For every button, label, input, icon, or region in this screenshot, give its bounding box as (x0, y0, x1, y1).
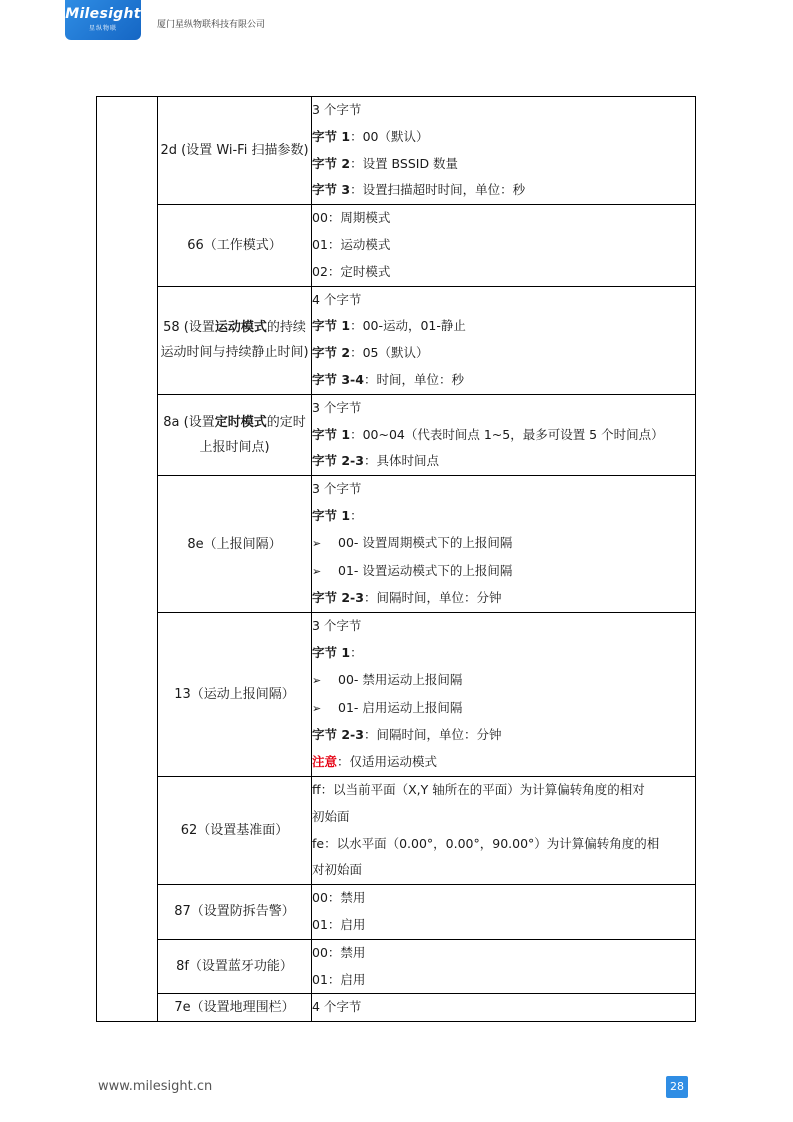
desc-line: fe：以水平面（0.00°，0.00°，90.00°）为计算偏转角度的相 (312, 835, 660, 851)
byte-text: ：时间，单位：秒 (363, 371, 464, 387)
description-cell (312, 286, 696, 394)
logo-subtext: 星纵物联 (88, 25, 117, 32)
byte-text: ：05（默认） (350, 345, 429, 361)
desc-line (312, 422, 695, 449)
desc-line: 00：禁用 (312, 944, 366, 960)
desc-line: 01：运动模式 (312, 236, 391, 252)
command-cell (158, 286, 312, 394)
byte-label: 字节 2 (312, 155, 351, 171)
arrow-bullet-icon: ➢ (312, 536, 322, 550)
command-cell (158, 394, 312, 475)
desc-line: 00：禁用 (312, 890, 366, 906)
byte-text: ：设置 BSSID 数量 (350, 155, 459, 171)
option-text: 00- 禁用运动上报间隔 (338, 671, 463, 687)
arrow-bullet-icon: ➢ (312, 564, 322, 578)
desc-line: 00：周期模式 (312, 210, 391, 226)
byte-label: 字节 2-3 (312, 453, 364, 469)
desc-line (312, 558, 695, 586)
desc-line (312, 367, 695, 394)
byte-label: 字节 2-3 (312, 590, 364, 606)
cmd-text: 8a (设置 (163, 414, 215, 430)
description-cell (312, 776, 696, 884)
note-label: 注意 (312, 754, 338, 770)
command-cell: 66（工作模式） (158, 205, 312, 286)
desc-line: 01：启用 (312, 971, 366, 987)
command-cell: 13（运动上报间隔） (158, 613, 312, 777)
byte-label: 字节 1 (312, 426, 351, 442)
table-row (97, 476, 696, 613)
cmd-text: 的持续运动时间与持续静止时间) (160, 320, 309, 361)
option-text: 01- 设置运动模式下的上报间隔 (338, 562, 513, 578)
description-cell (312, 394, 696, 475)
byte-label: 字节 1 (312, 318, 351, 334)
desc-line: 02：定时模式 (312, 263, 391, 279)
desc-line (312, 695, 695, 723)
desc-line: 4 个字节 (312, 999, 362, 1015)
merged-blank-cell (97, 97, 158, 1022)
byte-label: 字节 3-4 (312, 371, 364, 387)
arrow-bullet-icon: ➢ (312, 673, 322, 687)
table-row (97, 394, 696, 475)
command-cell: 8f（设置蓝牙功能） (158, 939, 312, 994)
desc-line (312, 667, 695, 695)
desc-line: 对初始面 (312, 862, 363, 878)
desc-line: 3 个字节 (312, 481, 362, 497)
desc-line: 01：启用 (312, 916, 366, 932)
description-cell (312, 939, 696, 994)
cmd-bold-text: 运动模式 (214, 320, 267, 336)
footer-website: www.milesight.cn (98, 1079, 213, 1094)
desc-line (312, 313, 695, 340)
logo-text: Milesight (65, 6, 141, 22)
byte-label: 字节 3 (312, 182, 351, 198)
byte-text: ： (350, 644, 363, 660)
company-name: 厦门星纵物联科技有限公司 (157, 20, 266, 30)
desc-line (312, 749, 695, 776)
description-cell (312, 205, 696, 286)
desc-line (312, 585, 695, 612)
byte-text: ：00-运动，01-静止 (350, 318, 466, 334)
table-row (97, 205, 696, 286)
byte-label: 字节 2-3 (312, 727, 364, 743)
byte-label: 字节 2 (312, 345, 351, 361)
table-row (97, 613, 696, 777)
page-number: 28 (666, 1076, 688, 1098)
desc-line: 3 个字节 (312, 618, 362, 634)
note-text: ：仅适用运动模式 (337, 754, 438, 770)
description-cell (312, 885, 696, 940)
description-cell (312, 994, 696, 1022)
command-table (96, 96, 696, 1022)
table-row (97, 994, 696, 1022)
arrow-bullet-icon: ➢ (312, 701, 322, 715)
cmd-text: 的定时上报时间点) (199, 414, 306, 455)
desc-line: 3 个字节 (312, 102, 362, 117)
byte-label: 字节 1 (312, 128, 351, 144)
desc-line: ff：以当前平面（X,Y 轴所在的平面）为计算偏转角度的相对 (312, 781, 645, 797)
option-text: 00- 设置周期模式下的上报间隔 (338, 534, 513, 550)
byte-text: ：00（默认） (350, 128, 429, 144)
table-row (97, 286, 696, 394)
company-logo (65, 0, 141, 40)
table-row (97, 97, 696, 205)
desc-line (312, 124, 695, 151)
desc-line (312, 640, 695, 667)
command-cell: 62（设置基准面） (158, 776, 312, 884)
desc-line (312, 151, 695, 178)
desc-line (312, 530, 695, 558)
byte-text: ：00~04（代表时间点 1~5，最多可设置 5 个时间点） (350, 426, 664, 442)
command-cell: 7e（设置地理围栏） (158, 994, 312, 1022)
desc-line (312, 340, 695, 367)
byte-text: ：间隔时间，单位：分钟 (363, 727, 502, 743)
table-row (97, 776, 696, 884)
option-text: 01- 启用运动上报间隔 (338, 699, 463, 715)
table-row (97, 885, 696, 940)
desc-line: 3 个字节 (312, 399, 362, 415)
desc-line (312, 503, 695, 530)
command-cell: 8e（上报间隔） (158, 476, 312, 613)
desc-line (312, 722, 695, 749)
command-cell: 87（设置防拆告警） (158, 885, 312, 940)
byte-text: ：具体时间点 (363, 453, 439, 469)
cmd-text: 58 (设置 (163, 320, 215, 336)
description-cell (312, 97, 696, 205)
cmd-bold-text: 定时模式 (214, 414, 267, 430)
byte-label: 字节 1 (312, 644, 351, 660)
table-row (97, 939, 696, 994)
byte-text: ： (350, 507, 363, 523)
desc-line (312, 448, 695, 475)
byte-text: ：间隔时间，单位：分钟 (363, 590, 502, 606)
description-cell (312, 476, 696, 613)
desc-line: 初始面 (312, 808, 350, 824)
desc-line (312, 177, 695, 204)
command-cell: 2d (设置 Wi-Fi 扫描参数) (158, 97, 312, 205)
description-cell (312, 613, 696, 777)
byte-text: ：设置扫描超时时间，单位：秒 (350, 182, 526, 198)
desc-line: 4 个字节 (312, 291, 362, 307)
byte-label: 字节 1 (312, 507, 351, 523)
